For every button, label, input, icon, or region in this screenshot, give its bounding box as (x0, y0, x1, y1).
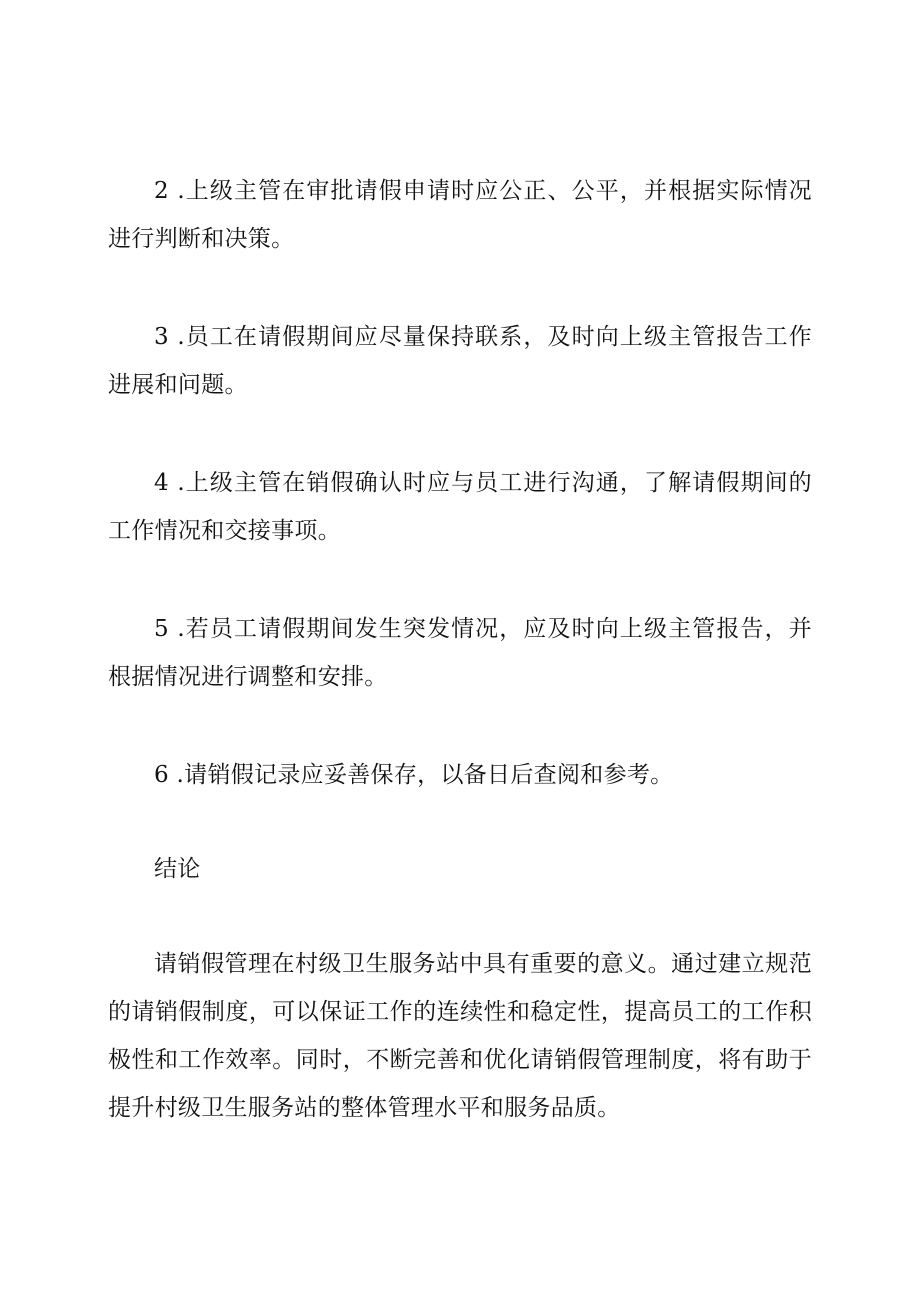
list-item: 4 .上级主管在销假确认时应与员工进行沟通，了解请假期间的工作情况和交接事项。 (108, 470, 812, 544)
list-item: 5 .若员工请假期间发生突发情况，应及时向上级主管报告，并根据情况进行调整和安排。 (108, 616, 812, 690)
conclusion-paragraph: 请销假管理在村级卫生服务站中具有重要的意义。通过建立规范的请销假制度，可以保证工作的连续性和稳定性，提高员工的工作积极性和工作效率。同时，不断完善和优化请销假管理制度，将有助于提升村级卫生服务站的整体管理水平和服务品质。 (108, 951, 812, 1121)
list-item: 6 .请销假记录应妥善保存，以备日后查阅和参考。 (154, 762, 674, 788)
section-heading-conclusion: 结论 (154, 856, 201, 882)
list-item: 2 .上级主管在审批请假申请时应公正、公平，并根据实际情况进行判断和决策。 (108, 178, 812, 252)
list-item: 3 .员工在请假期间应尽量保持联系，及时向上级主管报告工作进展和问题。 (108, 324, 812, 398)
